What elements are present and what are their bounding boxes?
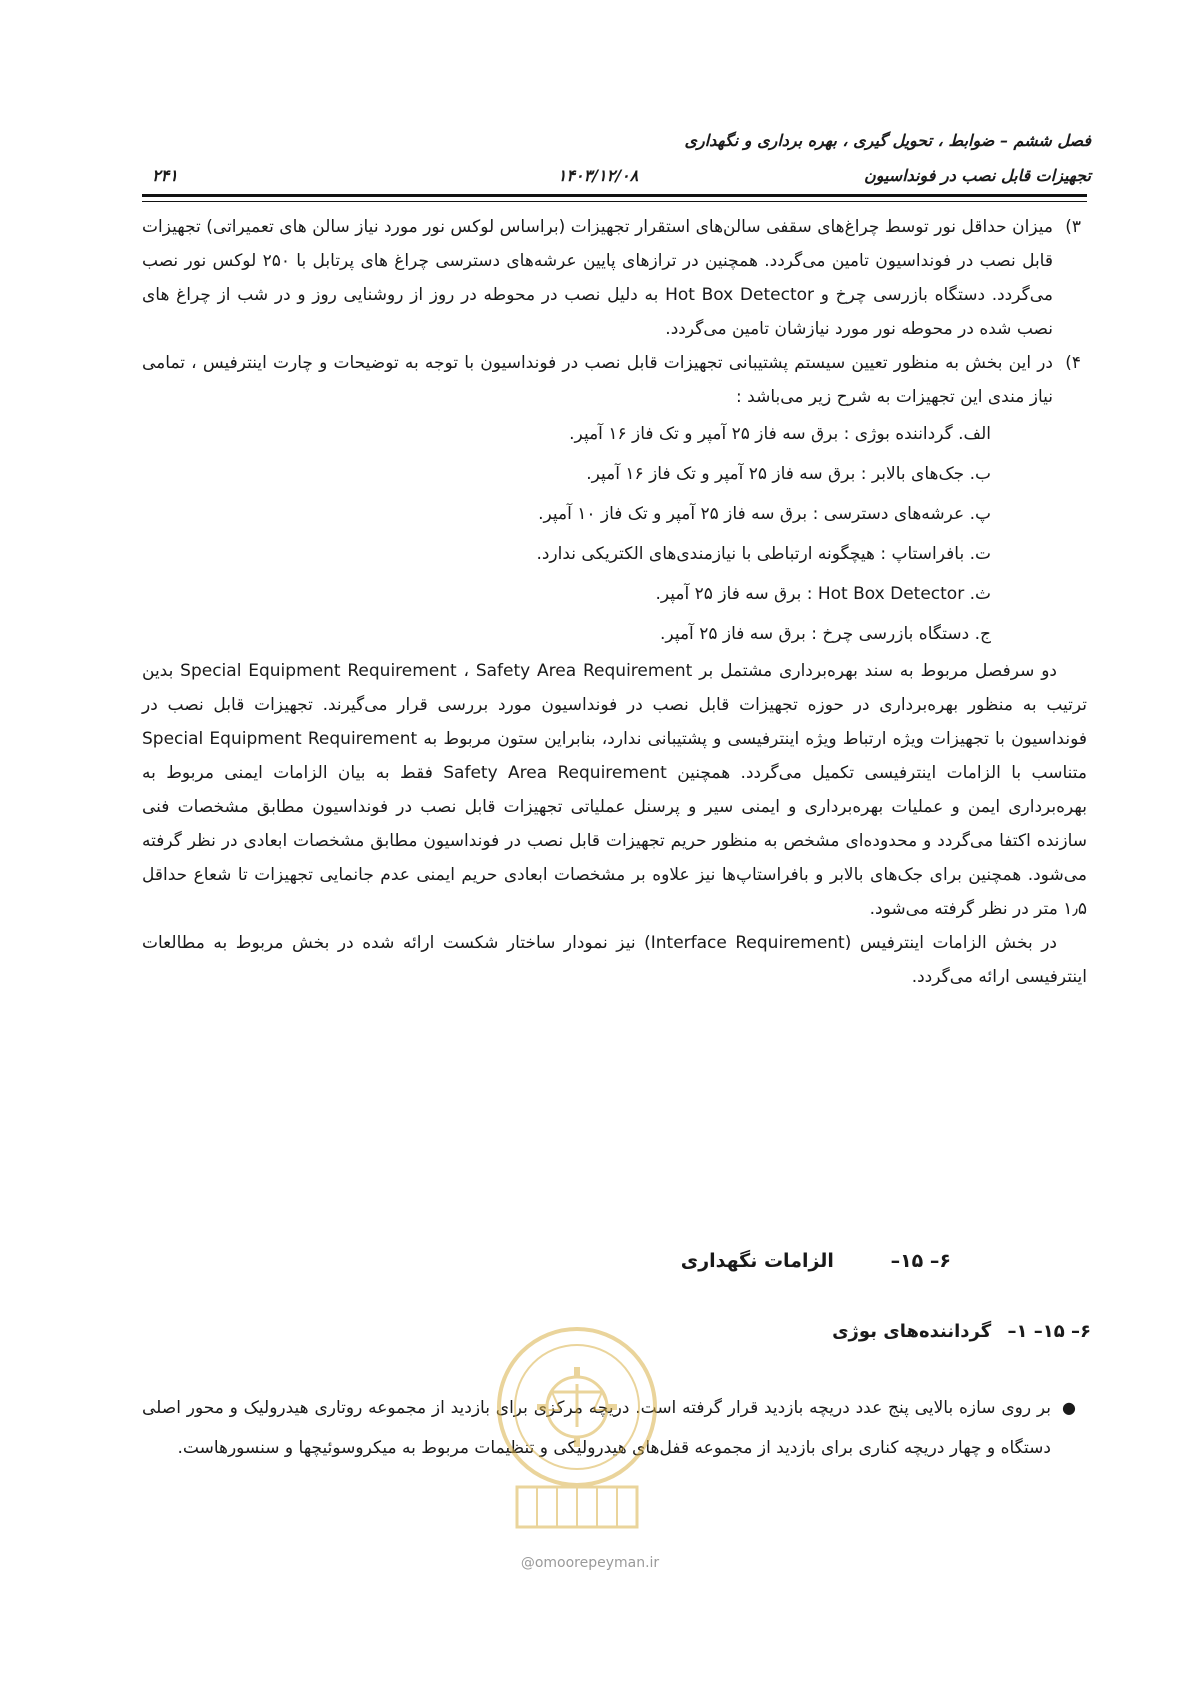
section-heading <box>681 1250 951 1272</box>
list-item: ث. Hot Box Detector : برق سه فاز ۲۵ آمپر. <box>655 584 991 604</box>
subsection-number: ۶– ۱۵– ۱– <box>1007 1321 1091 1342</box>
list-item: ت. بافراستاپ : هیچگونه ارتباطی با نیازمندی‌های الکتریکی ندارد. <box>536 544 991 564</box>
bullet-text: بر روی سازه بالایی پنج عدد دریچه بازدید قرار گرفته است. دریچه مرکزی برای بازدید از مجموعه روتاری هیدرولیک و محور اصلی دستگاه و چهار دریچه کناری برای بازدید از مجموعه قفل‌های هیدرولیکی و تنظیمات مربوط به میکروسوئیچها و سنسورهاست. <box>142 1398 1051 1458</box>
item-number: ۴) <box>1065 353 1081 373</box>
list-item: الف. گرداننده بوژی : برق سه فاز ۲۵ آمپر و تک فاز ۱۶ آمپر. <box>569 424 991 444</box>
header-date: ۱۴۰۳/۱۲/۰۸ <box>557 166 639 185</box>
section-number: ۶– ۱۵– <box>890 1250 951 1272</box>
header-divider-thin <box>142 201 1087 202</box>
item-text: در این بخش به منظور تعیین سیستم پشتیبانی تجهیزات قابل نصب در فونداسیون با توجه به توضیحات و چارت اینترفیس ، تمامی نیاز مندی این تجهیزات به شرح زیر می‌باشد : <box>142 353 1053 407</box>
numbered-item <box>142 210 1087 346</box>
subsection-heading <box>832 1321 1091 1342</box>
item-text: میزان حداقل نور توسط چراغ‌های سقفی سالن‌های استقرار تجهیزات (براساس لوکس نور مورد نیاز سالن های تعمیراتی) تجهیزات قابل نصب در فونداسیون تامین می‌گردد. همچنین در ترازهای پایین عرشه‌های دسترسی چراغ های پرتابل با ۲۵۰ لوکس نور نصب می‌گردد. دستگاه بازرسی چرخ و Hot Box Detector به دلیل نصب در محوطه در روز از روشنایی روز و در شب از چراغ های نصب شده در محوطه نور مورد نیازشان تامین می‌گردد. <box>142 217 1054 339</box>
bullet-icon: ● <box>1062 1398 1076 1417</box>
header-chapter-title: فصل ششم – ضوابط ، تحویل گیری ، بهره برداری و نگهداری <box>684 131 1091 150</box>
list-item: ج. دستگاه بازرسی چرخ : برق سه فاز ۲۵ آمپر. <box>660 624 991 644</box>
header-divider-thick <box>142 194 1087 197</box>
body-paragraph: دو سرفصل مربوط به سند بهره‌برداری مشتمل بر Special Equipment Requirement ، Safety Area Requirement بدین ترتیب به منظور بهره‌برداری در حوزه تجهیزات قابل نصب در فونداسیون مورد بررسی قرار می‌گیرند. تجهیزات قابل نصب در فونداسیون با تجهیزات ویژه ارتباط ویژه اینترفیسی و پشتیبانی ندارد، بنابراین ستون مربوط به Special Equipment Requirement متناسب با الزامات اینترفیسی تکمیل می‌گردد. همچنین Safety Area Requirement فقط به بیان الزامات ایمنی مربوط به بهره‌برداری ایمن و عملیات بهره‌برداری و ایمنی سیر و پرسنل عملیاتی تجهیزات قابل نصب در فونداسیون مطابق مشخصات فنی سازنده اکتفا می‌گردد و محدوده‌ای مشخص به منظور حریم تجهیزات قابل نصب در فونداسیون مطابق مشخصات ابعادی در نظر گرفته می‌شود. همچنین برای جک‌های بالابر و بافراستاپ‌ها نیز علاوه بر مشخصات ابعادی حریم ایمنی عدم جانمایی تجهیزات تا شعاع حداقل ۱٫۵ متر در نظر گرفته می‌شود. <box>142 661 1088 919</box>
list-item: پ. عرشه‌های دسترسی : برق سه فاز ۲۵ آمپر و تک فاز ۱۰ آمپر. <box>538 504 991 524</box>
item-number: ۳) <box>1065 217 1081 237</box>
section-title: الزامات نگهداری <box>680 1250 834 1272</box>
body-paragraph: در بخش الزامات اینترفیس (Interface Requirement) نیز نمودار ساختار شکست ارائه شده در بخش مربوط به مطالعات اینترفیسی ارائه می‌گردد. <box>142 933 1087 987</box>
watermark-logo <box>492 1312 662 1542</box>
watermark-site: @omoorepeyman.ir <box>520 1555 660 1571</box>
header-subtitle: تجهیزات قابل نصب در فونداسیون <box>863 166 1091 185</box>
subsection-title: گرداننده‌های بوژی <box>832 1321 992 1342</box>
list-item: ب. جک‌های بالابر : برق سه فاز ۲۵ آمپر و تک فاز ۱۶ آمپر. <box>586 464 991 484</box>
requirements-list <box>142 414 1087 654</box>
numbered-item <box>142 346 1087 414</box>
page-number: ۲۴۱ <box>152 166 178 185</box>
main-content <box>142 210 1087 994</box>
